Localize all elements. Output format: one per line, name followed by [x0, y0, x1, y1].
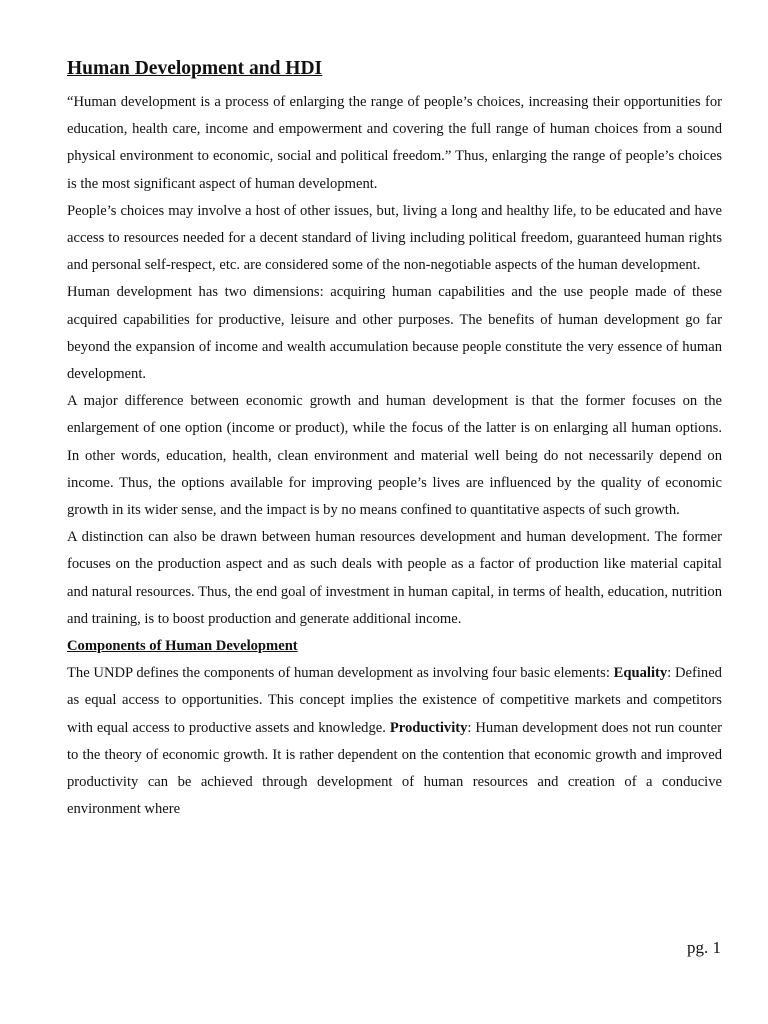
productivity-text: : Human development does not run counter to the theory of economic growth. It is rather dependent on the contention that economic growth and improved productivity can be achieved through development of human resources and creation of a conducive environment where: [67, 719, 722, 818]
document-page: [67, 56, 722, 823]
page-number: pg. 1: [687, 938, 721, 957]
productivity-term: Productivity: [389, 719, 468, 736]
components-body: [67, 660, 722, 823]
paragraph-choices: People’s choices may involve a host of other issues, but, living a long and healthy life, to be educated and have access to resources needed for a decent standard of living including political freedom, guaranteed human rights and personal self-respect, etc. are considered some of the non-negotiable aspects of the human development.: [67, 202, 722, 274]
paragraph-hrd-distinction: A distinction can also be drawn between human resources development and human development. The former focuses on the production aspect and as such deals with people as a factor of production like material capital and natural resources. Thus, the end goal of investment in human capital, in terms of health, education, nutrition and training, is to boost production and generate additional income.: [67, 529, 722, 627]
paragraph-definition: “Human development is a process of enlarging the range of people’s choices, increasing their opportunities for education, health care, income and empowerment and covering the full range of human choices from a sound physical environment to economic, social and political freedom.” Thus, enlarging the range of people’s choices is the most significant aspect of human development.: [67, 94, 722, 192]
paragraph-dimensions: Human development has two dimensions: acquiring human capabilities and the use people made of these acquired capabilities for productive, leisure and other purposes. The benefits of human development go far beyond the expansion of income and wealth accumulation because people constitute the very essence of human development.: [67, 284, 722, 383]
components-intro: The UNDP defines the components of human development as involving four basic elements:: [67, 665, 610, 682]
equality-text: : Defined as equal access to opportunities. This concept implies the existence of competitive markets and competitors with equal access to productive assets and knowledge.: [67, 665, 722, 736]
components-heading: Components of Human Development: [67, 638, 298, 655]
equality-term: Equality: [613, 665, 668, 682]
document-title: Human Development and HDI: [67, 58, 323, 79]
paragraph-growth-difference: A major difference between economic growth and human development is that the former focuses on the enlargement of one option (income or product), while the focus of the latter is on enlarging all human options. In other words, education, health, clean environment and material well being do not necessarily depend on income. Thus, the options available for improving people’s lives are influenced by the quality of economic growth in its wider sense, and the impact is by no means confined to quantitative aspects of such growth.: [67, 393, 722, 519]
